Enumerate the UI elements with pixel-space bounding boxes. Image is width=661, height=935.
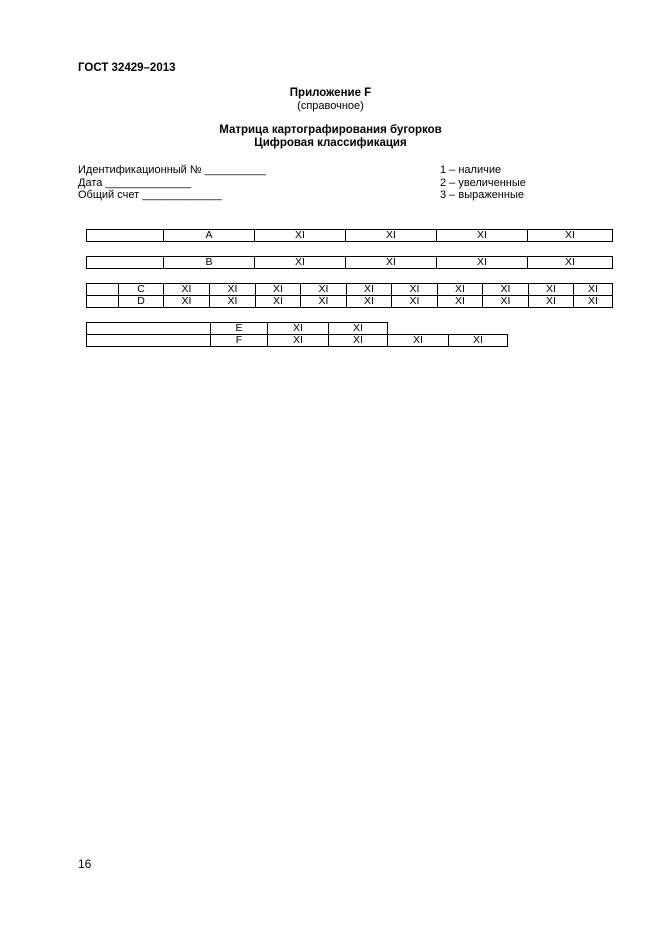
table-cell: XI [574, 284, 613, 296]
row-label-f: F [211, 335, 268, 347]
page-number: 16 [78, 857, 92, 871]
table-row [87, 230, 613, 242]
appendix-subtitle: (справочное) [297, 100, 364, 112]
table-cell: XI [301, 296, 347, 308]
table-cell: XI [437, 257, 528, 269]
field-id: Идентификационный № __________ [78, 164, 266, 176]
table-cell-empty [87, 296, 119, 308]
table-cell: XI [346, 257, 437, 269]
table-cell: XI [347, 296, 392, 308]
table-cell: XI [529, 296, 574, 308]
table-cell: XI [483, 284, 529, 296]
row-label-d: D [119, 296, 164, 308]
row-label-b: B [164, 257, 255, 269]
table-cell-empty [87, 323, 211, 335]
standard-number: ГОСТ 32429–2013 [78, 62, 176, 74]
matrix-title-line2: Цифровая классификация [254, 137, 407, 149]
table-row-a [86, 229, 613, 242]
table-cell-empty [87, 284, 119, 296]
table-cell: XI [329, 323, 388, 335]
table-cell: XI [346, 230, 437, 242]
table-rows-cd [86, 283, 613, 308]
table-cell-blank [449, 323, 508, 335]
table-cell: XI [256, 284, 301, 296]
table-cell: XI [483, 296, 529, 308]
form-fields [78, 164, 266, 202]
table-row [87, 335, 508, 347]
table-row [87, 284, 613, 296]
row-label-c: C [119, 284, 164, 296]
table-row [87, 323, 508, 335]
table-cell: XI [255, 257, 346, 269]
table-cell: XI [528, 230, 613, 242]
table-cell-empty [87, 257, 164, 269]
table-cell-empty [87, 230, 164, 242]
table-cell: XI [164, 296, 210, 308]
row-label-e: E [211, 323, 268, 335]
legend-item-3: 3 – выраженные [440, 189, 524, 201]
table-cell: XI [392, 284, 438, 296]
legend [440, 164, 526, 202]
table-row-b [86, 256, 613, 269]
table-cell: XI [255, 230, 346, 242]
table-cell: XI [164, 284, 210, 296]
table-cell-blank [388, 323, 449, 335]
table-cell-empty [87, 335, 211, 347]
field-total: Общий счет _____________ [78, 189, 222, 201]
table-cell: XI [388, 335, 449, 347]
table-cell: XI [210, 284, 256, 296]
appendix-title: Приложение F [289, 87, 372, 99]
table-cell: XI [528, 257, 613, 269]
row-label-a: A [164, 230, 255, 242]
legend-item-1: 1 – наличие [440, 164, 502, 176]
legend-item-2: 2 – увеличенные [440, 176, 526, 189]
table-rows-ef [86, 322, 508, 347]
table-cell: XI [329, 335, 388, 347]
table-cell: XI [347, 284, 392, 296]
table-cell: XI [210, 296, 256, 308]
table-cell: XI [449, 335, 508, 347]
table-cell: XI [438, 296, 483, 308]
matrix-title-line1: Матрица картографирования бугорков [219, 124, 442, 136]
matrix-title [0, 124, 661, 150]
table-cell: XI [438, 284, 483, 296]
field-date: Дата ______________ [78, 176, 192, 189]
table-cell: XI [256, 296, 301, 308]
table-cell: XI [268, 323, 329, 335]
table-row [87, 296, 613, 308]
table-cell: XI [392, 296, 438, 308]
table-cell: XI [574, 296, 613, 308]
table-cell: XI [529, 284, 574, 296]
table-row [87, 257, 613, 269]
table-cell: XI [301, 284, 347, 296]
table-cell: XI [437, 230, 528, 242]
table-cell: XI [268, 335, 329, 347]
